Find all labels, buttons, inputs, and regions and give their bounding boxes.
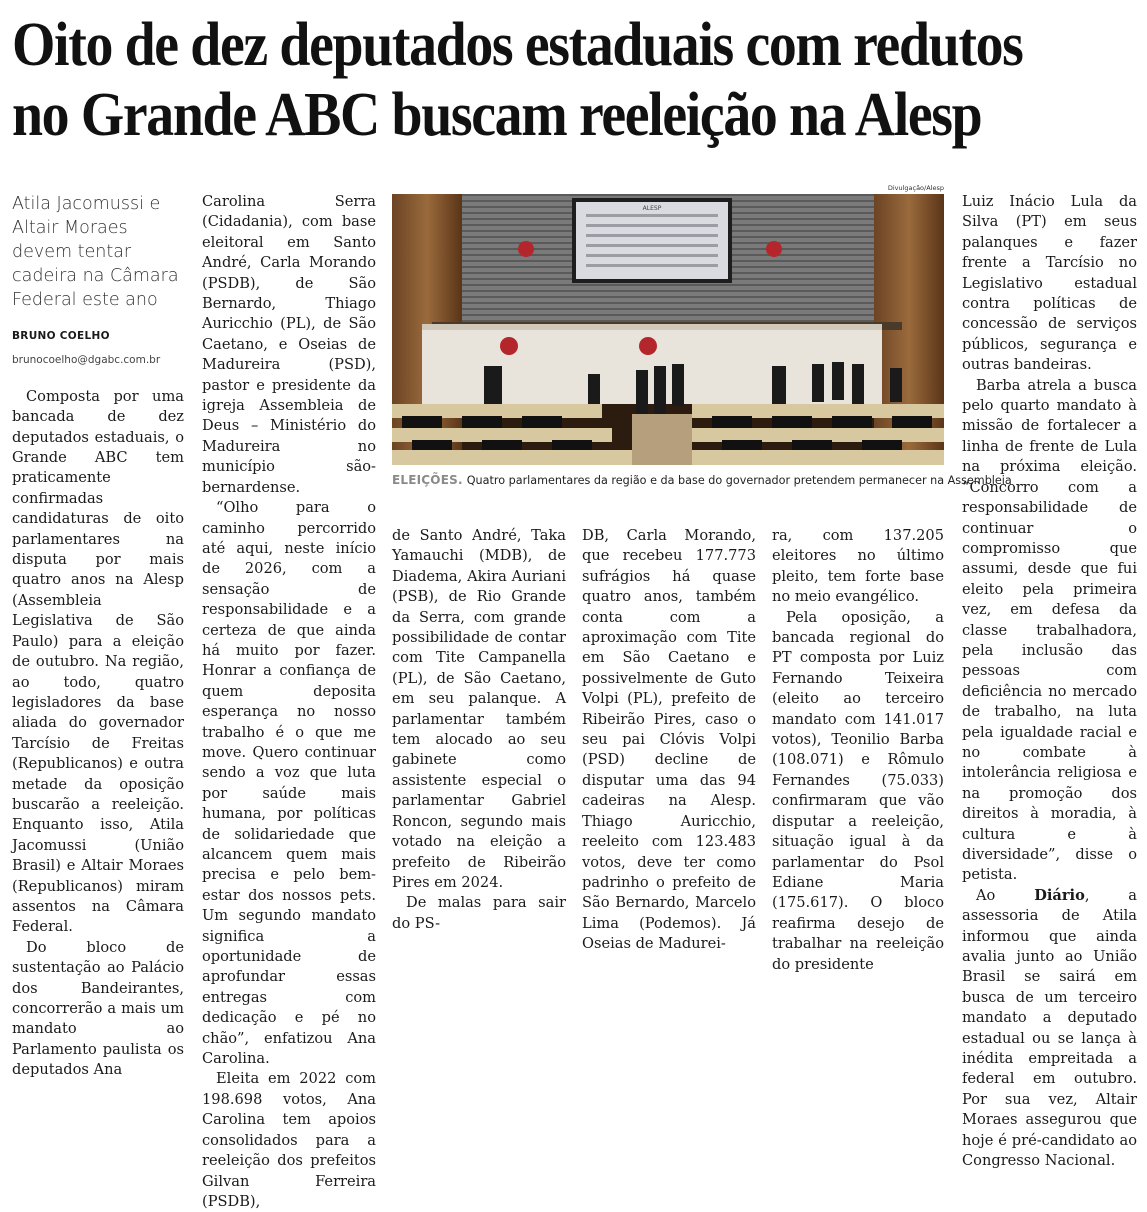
plenary-illustration — [392, 194, 944, 465]
plenary-photo — [392, 194, 944, 465]
caption-text: Quatro parlamentares da região e da base do governador pretendem permanecer na Assembleia — [466, 474, 1012, 487]
headline-line-1: Oito de dez deputados estaduais com redutos — [12, 11, 1023, 79]
subheadline: Atila Jacomussi e Altair Moraes devem tentar cadeira na Câmara Federal este ano — [12, 194, 179, 310]
paragraph: Carolina Serra (Cidadania), com base eleitoral em Santo André, Carla Morando (PSDB), de São Bernardo, Thiago Auricchio (PL), de São Caetano, e Oseias de Madureira (PSD), pastor e presidente da igreja Assembleia de Deus – Ministério do Madureira no município são-bernardense. — [202, 193, 376, 496]
caption-tag: ELEIÇÕES. — [392, 473, 463, 487]
screen-label: ALESP — [642, 205, 662, 212]
paragraph: Composta por uma bancada de dez deputados estaduais, o Grande ABC tem praticamente confirmadas candidaturas de oito parlamentares na disputa por mais quatro anos na Alesp (Assembleia Legislativa de São Paulo) para a eleição de outubro. Na região, ao todo, quatro legisladores da base aliada do governador Tarcísio de Freitas (Republicanos) e outra metade da oposição buscarão a reeleição. Enquanto isso, Atila Jacomussi (União Brasil) e Altair Moraes (Republicanos) miram assentos na Câmara Federal. — [12, 387, 184, 936]
column-2 — [202, 192, 376, 1212]
photo-credit: Divulgação/Alesp — [887, 184, 944, 192]
paragraph: Barba atrela a busca pelo quarto mandato à missão de fortalecer a linha de frente de Lula na próxima eleição. “Concorro com a responsabilidade de continuar o compromisso que assumi, desde que fui eleito pela primeira vez, em defesa da classe trabalhadora, pela inclusão das pessoas com deficiência no mercado de trabalho, na luta pela igualdade racial e no combate à intolerância religiosa e na promoção dos direitos à moradia, à cultura e à diversidade”, disse o petista. — [962, 376, 1137, 884]
paragraph: DB, Carla Morando, que recebeu 177.773 sufrágios há quase quatro anos, também conta com a aproximação com Tite em São Caetano e possivelmente de Guto Volpi (PL), prefeito de Ribeirão Pires, caso o seu pai Clóvis Volpi (PSD) decline de disputar uma das 94 cadeiras na Alesp. Thiago Auricchio, reeleito com 123.483 votos, deve ter como padrinho o prefeito de São Bernardo, Marcelo Lima (Podemos). Já Oseias de Madurei- — [582, 527, 756, 953]
paragraph: ra, com 137.205 eleitores no último pleito, tem forte base no meio evangélico. — [772, 527, 944, 606]
newspaper-name: Diário — [1034, 886, 1085, 904]
paragraph: de Santo André, Taka Yamauchi (MDB), de Diadema, Akira Auriani (PSB), de Rio Grande da Serra, com grande possibilidade de contar com Tite Campanella (PL), de São Caetano, em seu palanque. A parlamentar também tem alocado ao seu gabinete como assistente especial o parlamentar Gabriel Roncon, segundo mais votado na eleição a prefeito de Ribeirão Pires em 2024. — [392, 527, 566, 891]
paragraph: Luiz Inácio Lula da Silva (PT) em seus palanques e fazer frente a Tarcísio no Legislativo estadual contra políticas de concessão de serviços públicos, segurança e outras bandeiras. — [962, 193, 1137, 374]
author-email[interactable]: brunocoelho@dgabc.com.br — [12, 354, 161, 367]
lead-text: Ao — [976, 886, 1035, 904]
paragraph: “Olho para o caminho percorrido até aqui, neste início de 2026, com a sensação de responsabilidade e a certeza de que ainda há muito por fazer. Honrar a confiança de quem deposita esperança no nosso trabalho é o que me move. Quero continuar sendo a voz que luta por saúde mais humana, por políticas de solidariedade que alcancem quem mais precisa e pelo bem-estar dos nossos pets. Um segundo mandato significa a oportunidade de aprofundar essas entregas com dedicação e pé no chão”, enfatizou Ana Carolina. — [202, 499, 376, 1068]
paragraph: Eleita em 2022 com 198.698 votos, Ana Carolina tem apoios consolidados para a reeleição dos prefeitos Gilvan Ferreira (PSDB), — [202, 1070, 376, 1210]
paragraph — [962, 886, 1137, 1172]
column-3 — [392, 526, 566, 934]
paragraph: De malas para sair do PS- — [392, 894, 566, 932]
headline — [12, 10, 1025, 150]
paragraph: Pela oposição, a bancada regional do PT composta por Luiz Fernando Teixeira (eleito ao terceiro mandato com 141.017 votos), Teonilio Barba (108.071) e Rômulo Fernandes (75.033) confirmaram que vão disputar a reeleição, situação igual à da parlamentar do Psol Ediane Maria (175.617). O bloco reafirma desejo de trabalhar na reeleição do presidente — [772, 608, 944, 973]
headline-line-2: no Grande ABC buscam reeleição na Alesp — [12, 81, 982, 149]
author-name: BRUNO COELHO — [12, 330, 110, 342]
paragraph-rest: , a assessoria de Atila informou que ainda avalia junto ao União Brasil se sairá em busca de um terceiro mandato a deputado estadual ou se lança à inédita empreitada a federal em outubro. Por sua vez, Altair Moraes assegurou que hoje é pré-candidato ao Congresso Nacional. — [962, 886, 1138, 1170]
photo-caption — [392, 472, 1012, 489]
column-4 — [582, 526, 756, 955]
column-1 — [12, 192, 184, 1081]
paragraph: Do bloco de sustentação ao Palácio dos Bandeirantes, concorrerão a mais um mandato ao Parlamento paulista os deputados Ana — [12, 938, 184, 1079]
column-6 — [962, 192, 1137, 1172]
column-5 — [772, 526, 944, 975]
